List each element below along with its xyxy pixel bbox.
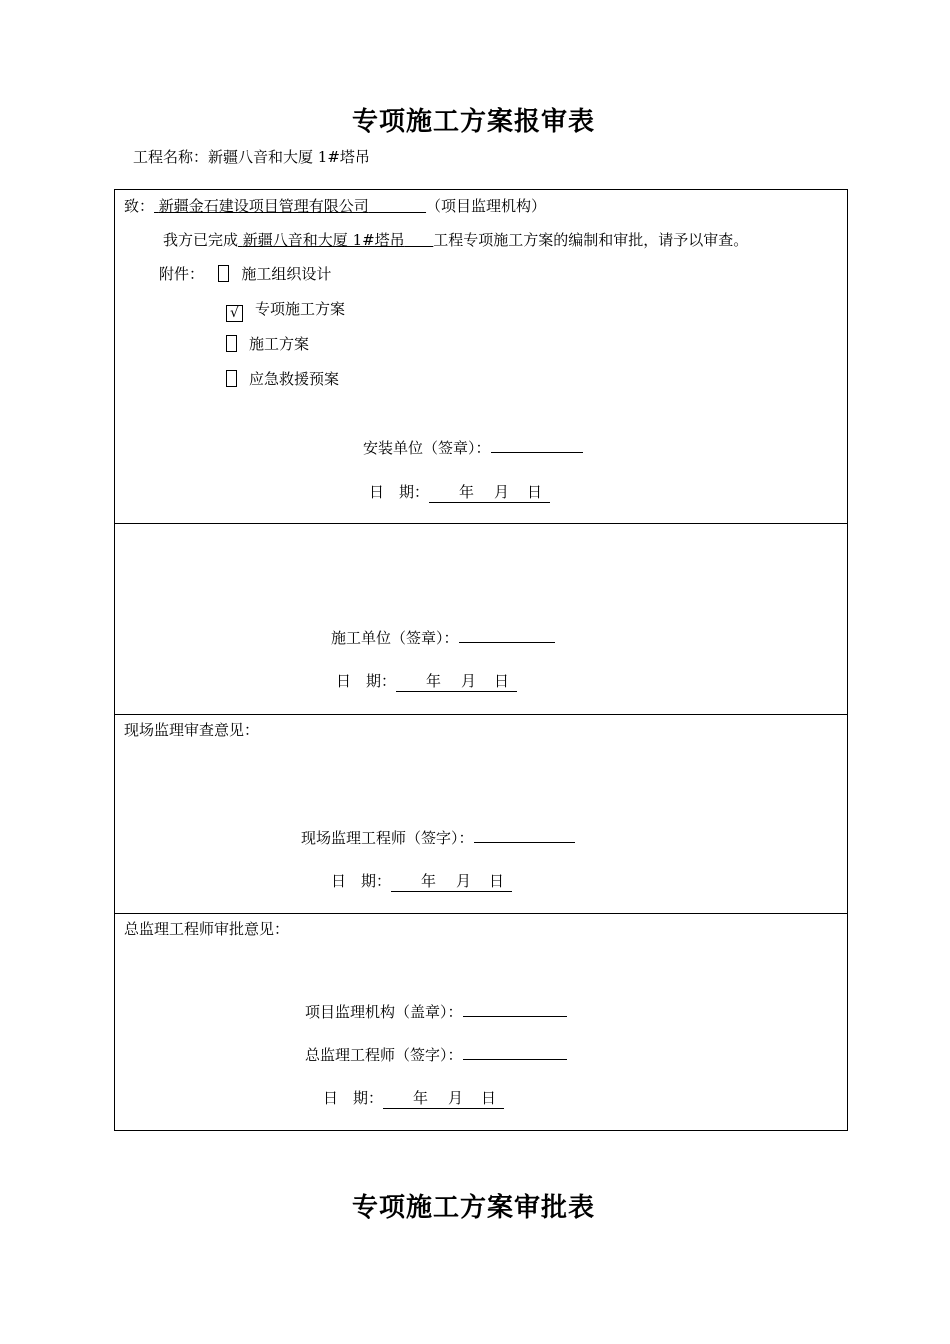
chief-engineer-sign-label: 总监理工程师（签字）： [305,1046,463,1064]
section-site-supervisor [115,715,848,914]
addressee-label: 致： [124,197,155,215]
submission-statement: 我方已完成 新疆八音和大厦 1#塔吊 工程专项施工方案的编制和审批，请予以审查。 [163,231,749,249]
attachment-label: 应急救援预案 [249,370,340,388]
supervision-seal-row [305,1001,567,1022]
statement-project: 新疆八音和大厦 1#塔吊 [242,231,405,249]
date-field[interactable]: 年 月 日 [383,1087,504,1109]
attachment-row-1 [159,263,331,284]
date-field[interactable]: 年 月 日 [396,670,517,692]
section-submission [115,190,848,524]
site-engineer-sign-label: 现场监理工程师（签字）： [301,829,474,847]
attachment-label: 施工方案 [249,335,310,353]
installer-date-row [369,481,550,503]
attachment-checkbox[interactable] [218,265,229,282]
attachment-label: 专项施工方案 [255,300,346,318]
attachment-row-2 [226,298,345,322]
section-chief-supervisor [115,914,848,1131]
date-label: 日 期： [369,483,430,501]
page-title: 专项施工方案报审表 [352,107,596,137]
site-date-row [331,870,512,892]
contractor-sign-label: 施工单位（签章）： [331,629,459,647]
attachment-checkbox[interactable] [226,370,237,387]
contractor-date-row [336,670,517,692]
next-page-title: 专项施工方案审批表 [352,1193,596,1223]
site-engineer-sign-row [301,827,575,848]
date-label: 日 期： [336,672,397,690]
date-field[interactable]: 年 月 日 [391,870,512,892]
site-review-heading: 现场监理审查意见： [124,721,260,739]
attachment-row-3 [226,333,309,354]
installer-sign-line[interactable] [491,438,583,453]
chief-engineer-sign-row [305,1044,567,1065]
date-label: 日 期： [331,872,392,890]
review-form-table [114,189,848,1131]
section-contractor [115,524,848,715]
contractor-sign-line[interactable] [459,628,555,643]
site-engineer-sign-line[interactable] [474,828,575,843]
addressee-row [124,195,546,216]
contractor-sign-row [331,627,555,648]
project-name-label: 工程名称： [133,148,209,166]
installer-sign-row [363,437,583,458]
attachments-label: 附件： [159,265,205,283]
installer-sign-label: 安装单位（签章）： [363,439,491,457]
supervision-seal-label: 项目监理机构（盖章）： [305,1003,463,1021]
chief-date-row [323,1087,504,1109]
project-name-value: 新疆八音和大厦 1#塔吊 [208,148,370,166]
attachment-checkbox-checked[interactable]: √ [226,305,243,322]
attachment-label: 施工组织设计 [241,265,332,283]
chief-engineer-sign-line[interactable] [463,1045,567,1060]
chief-review-heading: 总监理工程师审批意见： [124,920,290,938]
attachment-row-4 [226,368,339,389]
addressee-suffix: （项目监理机构） [426,197,547,215]
date-label: 日 期： [323,1089,384,1107]
attachment-checkbox[interactable] [226,335,237,352]
addressee-org: 新疆金石建设项目管理有限公司 [158,197,369,215]
date-field[interactable]: 年 月 日 [429,481,550,503]
project-name-row [133,146,370,167]
supervision-seal-line[interactable] [463,1002,567,1017]
